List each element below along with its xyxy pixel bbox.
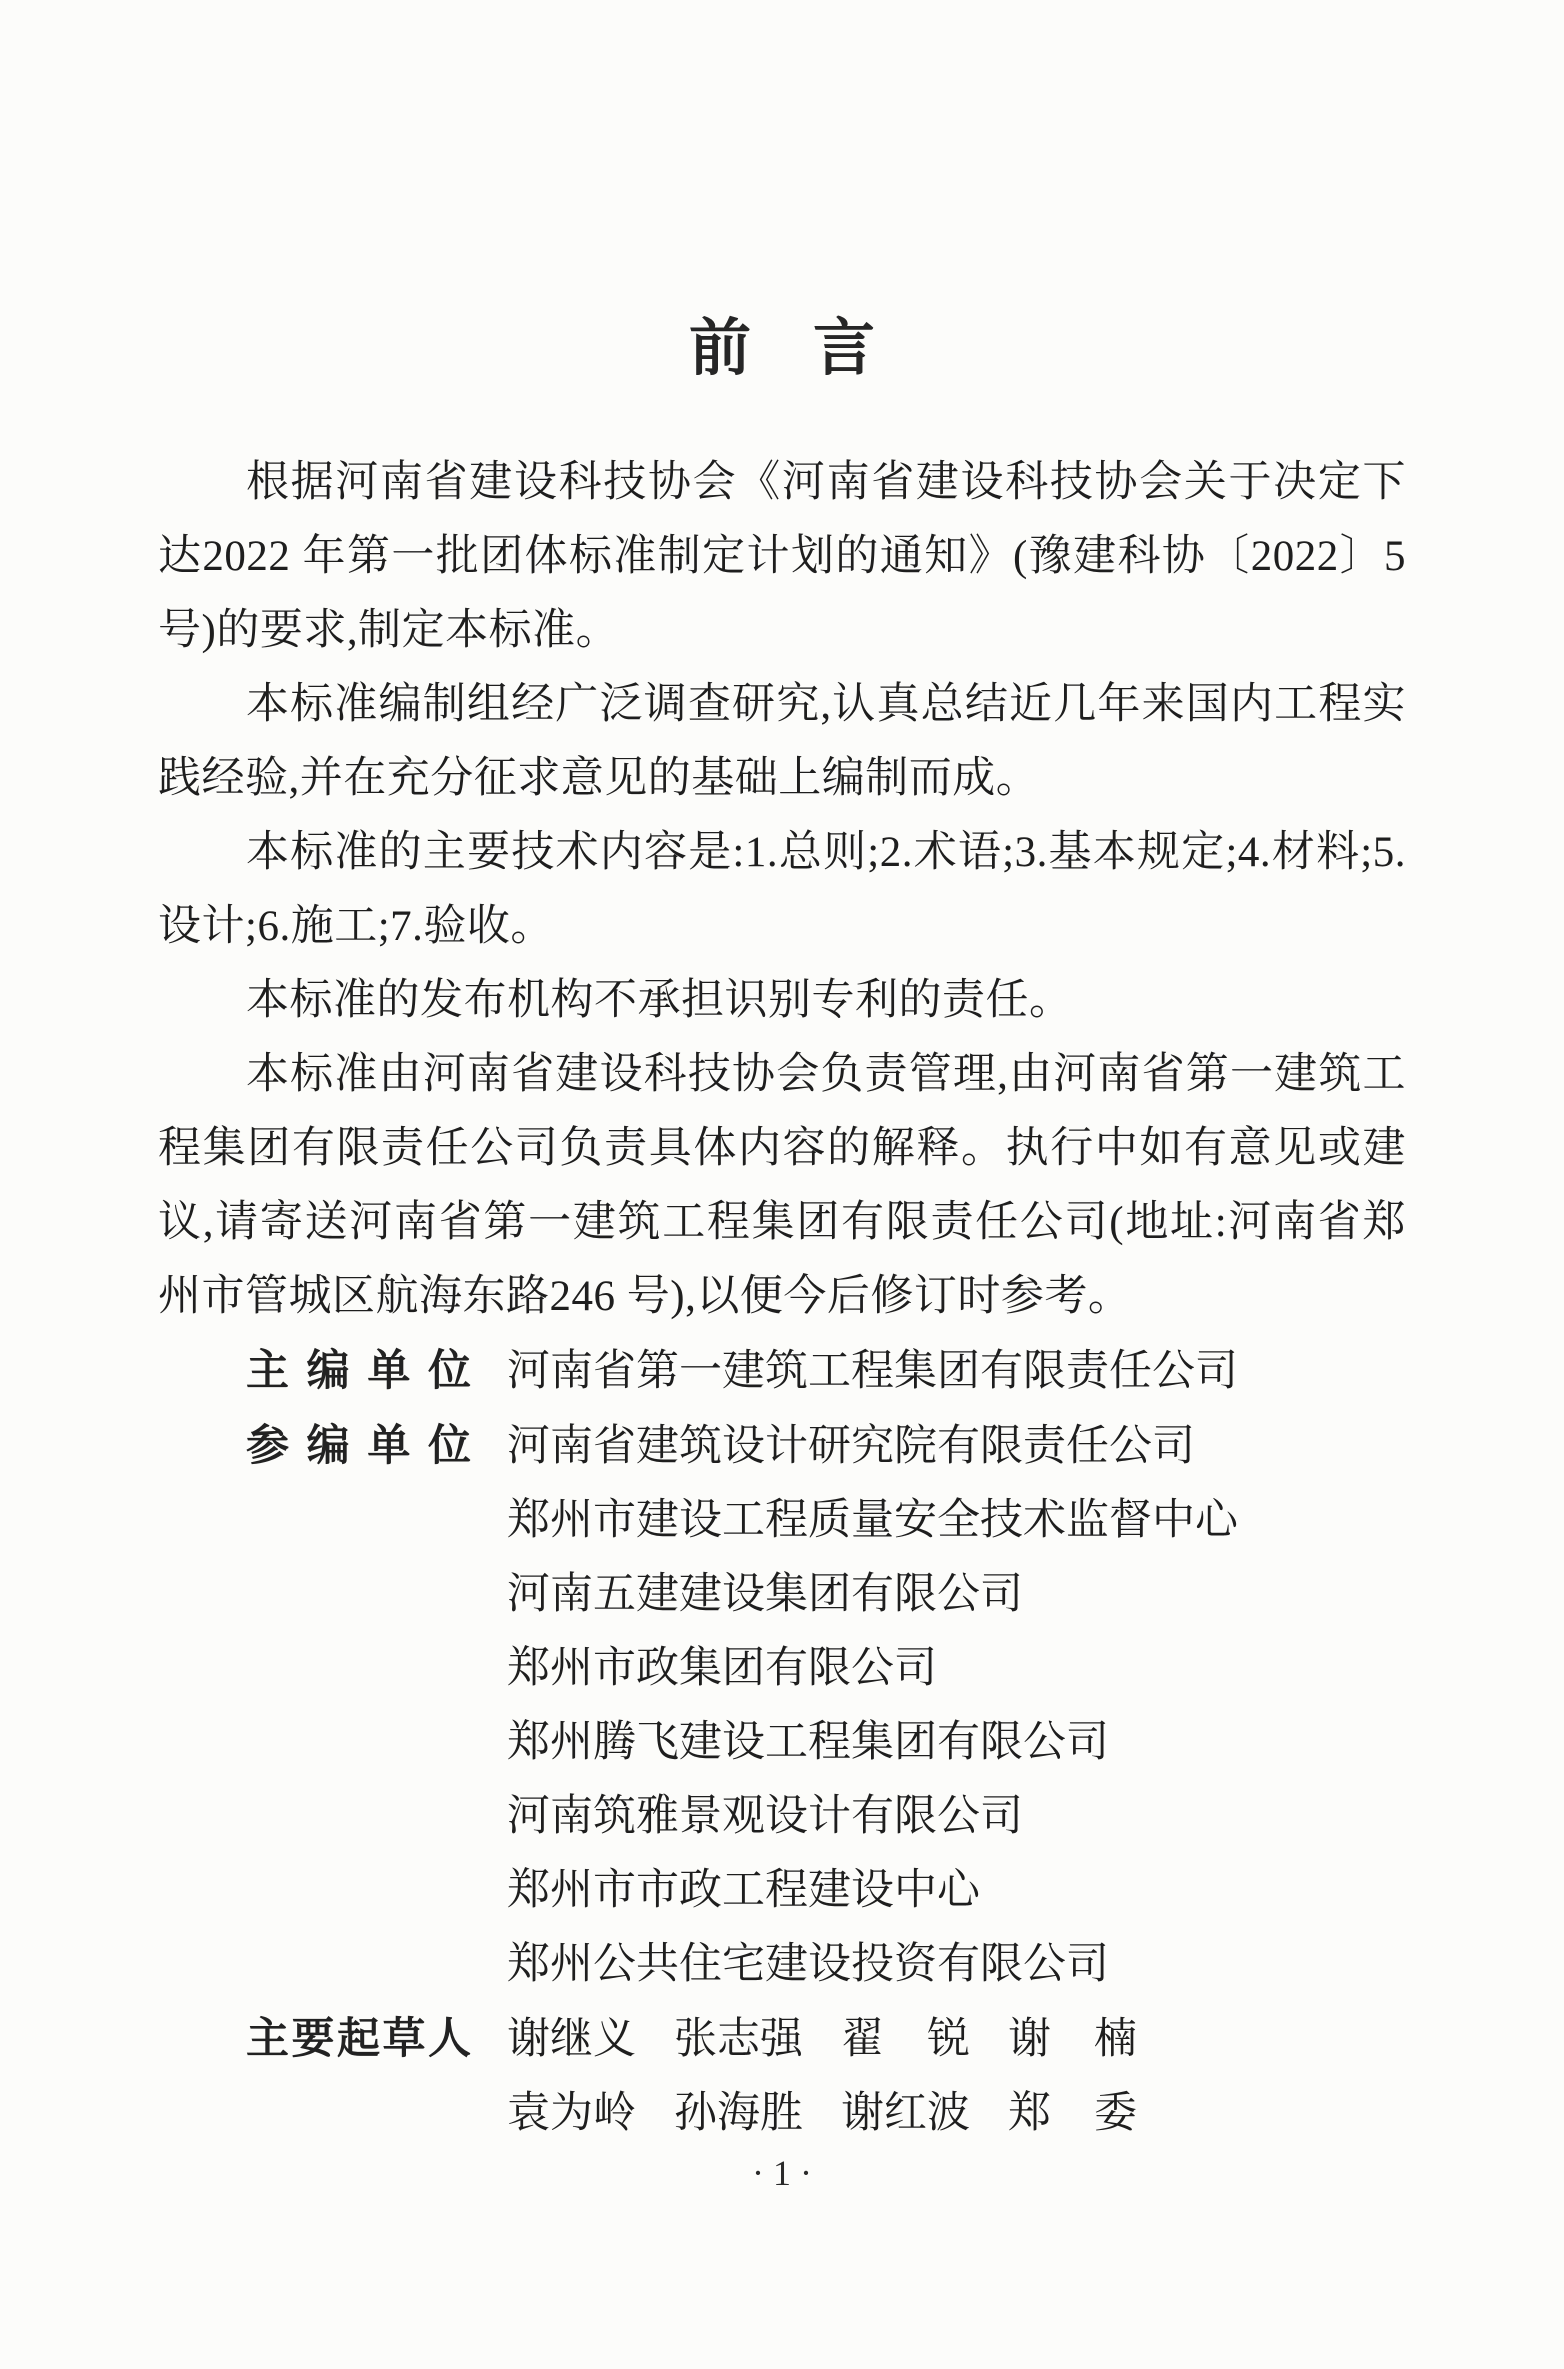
participant-unit: 河南省建筑设计研究院有限责任公司 bbox=[507, 1423, 1195, 1470]
participant-unit: 河南五建建设集团有限公司 bbox=[507, 1571, 1023, 1618]
participant-row bbox=[158, 1632, 1406, 1706]
drafters-row bbox=[158, 2077, 1406, 2151]
participant-row bbox=[158, 1484, 1406, 1558]
drafter-names-line bbox=[507, 2077, 1406, 2151]
participant-row bbox=[158, 1854, 1406, 1928]
page-title: 前 言 bbox=[688, 315, 875, 383]
drafter-name: 翟 锐 bbox=[841, 2016, 970, 2063]
drafters-row bbox=[158, 2002, 1406, 2077]
drafter-name: 谢继义 bbox=[507, 2016, 636, 2063]
participant-unit: 郑州公共住宅建设投资有限公司 bbox=[507, 1941, 1109, 1988]
drafter-name: 谢红波 bbox=[841, 2090, 970, 2137]
drafter-name: 孙海胜 bbox=[674, 2090, 803, 2137]
chief-editor-unit: 河南省第一建筑工程集团有限责任公司 bbox=[507, 1348, 1238, 1395]
participant-unit: 河南筑雅景观设计有限公司 bbox=[507, 1793, 1023, 1840]
participant-row bbox=[158, 1409, 1406, 1484]
paragraph-patent-disclaimer: 本标准的发布机构不承担识别专利的责任。 bbox=[246, 977, 1073, 1024]
participant-row bbox=[158, 1780, 1406, 1854]
chief-editor-label: 主编单位 bbox=[246, 1347, 471, 1395]
page-number: · 1 · bbox=[752, 2153, 812, 2193]
drafter-name: 袁为岭 bbox=[507, 2090, 636, 2137]
participant-row bbox=[158, 1706, 1406, 1780]
participant-unit: 郑州市建设工程质量安全技术监督中心 bbox=[507, 1497, 1238, 1544]
participant-label: 参编单位 bbox=[246, 1422, 471, 1470]
participant-unit: 郑州市政集团有限公司 bbox=[507, 1645, 937, 1692]
drafter-name: 郑 委 bbox=[1008, 2090, 1137, 2137]
paragraph-main-contents: 本标准的主要技术内容是:1.总则;2.术语;3.基本规定;4.材料;5.设计;6.施工;7.验收。 bbox=[158, 829, 1406, 950]
editors-section bbox=[158, 1334, 1406, 2151]
drafter-name: 张志强 bbox=[674, 2016, 803, 2063]
participant-unit: 郑州腾飞建设工程集团有限公司 bbox=[507, 1719, 1109, 1766]
participant-unit: 郑州市市政工程建设中心 bbox=[507, 1867, 980, 1914]
drafter-names-line bbox=[507, 2003, 1406, 2077]
drafter-name: 谢 楠 bbox=[1008, 2016, 1137, 2063]
drafters-label: 主要起草人 bbox=[246, 2015, 471, 2063]
paragraph-drafting-process: 本标准编制组经广泛调查研究,认真总结近几年来国内工程实践经验,并在充分征求意见的基础上编制而成。 bbox=[158, 681, 1406, 802]
chief-editor-row bbox=[158, 1334, 1406, 1409]
paragraph-management-contact: 本标准由河南省建设科技协会负责管理,由河南省第一建筑工程集团有限责任公司负责具体内容的解释。执行中如有意见或建议,请寄送河南省第一建筑工程集团有限责任公司(地址:河南省郑州市管城区航海东路246 号),以便今后修订时参考。 bbox=[158, 1051, 1407, 1320]
participant-row bbox=[158, 1928, 1406, 2002]
participant-row bbox=[158, 1558, 1406, 1632]
paragraph-basis: 根据河南省建设科技协会《河南省建设科技协会关于决定下达2022 年第一批团体标准制定计划的通知》(豫建科协〔2022〕5 号)的要求,制定本标准。 bbox=[158, 459, 1406, 654]
